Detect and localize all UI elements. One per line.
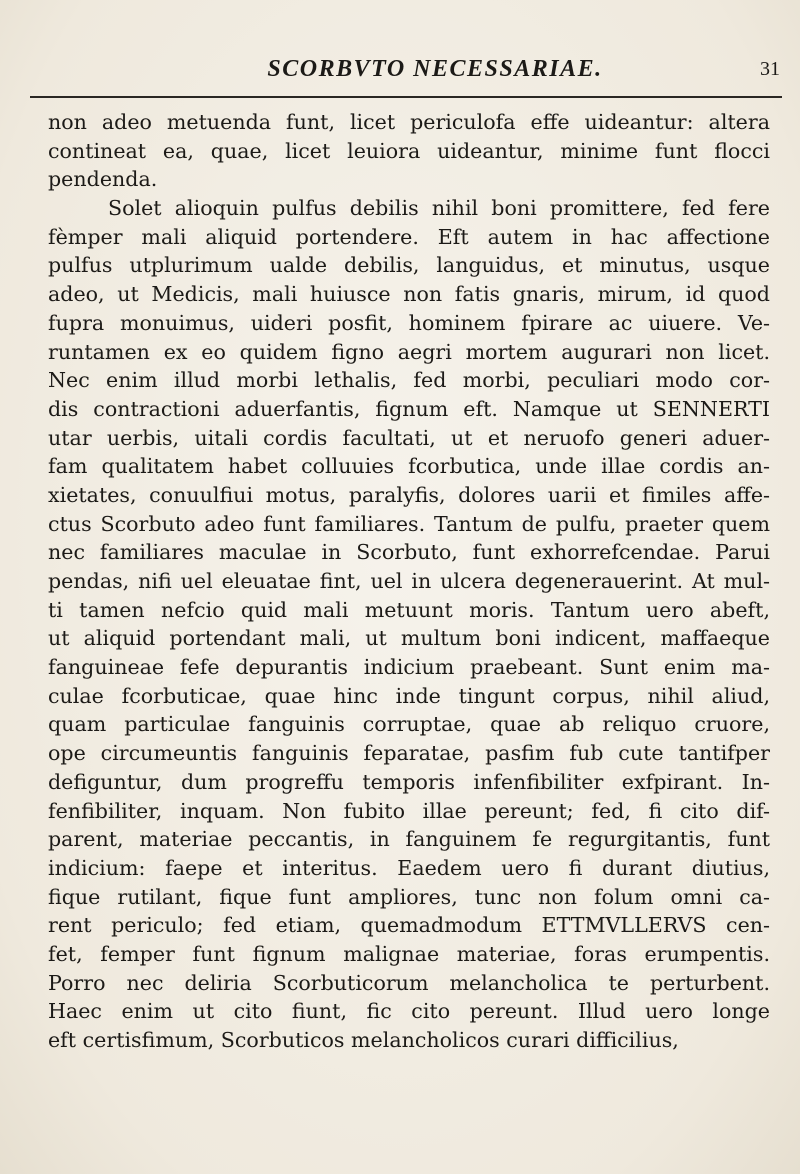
text-line: utar uerbis, uitali cordis facultati, ut et neruofo generi aduer- [48,425,770,450]
text-line: defiguntur, dum progreffu temporis infenfibiliter exfpirant. In- [48,769,770,794]
text-line: Haec enim ut cito fiunt, fic cito pereunt. Illud uero longe [48,999,770,1024]
text-line: Nec enim illud morbi lethalis, fed morbi, peculiari modo cor- [48,368,770,393]
text-line: culae fcorbuticae, quae hinc inde tingunt corpus, nihil aliud, [48,683,770,708]
text-line: pendenda. [48,167,158,192]
text-line: quam particulae fanguinis corruptae, quae ab reliquo cruore, [48,712,770,737]
text-line: fam qualitatem habet colluuies fcorbutica, unde illae cordis an- [48,454,770,479]
running-title: SCORBVTO NECESSARIAE. [267,56,603,82]
text-line: ope circumeuntis fanguinis feparatae, pasfim fub cute tantifper [48,741,770,766]
text-line: pendas, nifi uel eleuatae fint, uel in ulcera degenerauerint. At mul- [48,569,770,593]
text-line: runtamen ex eo quidem figno aegri mortem augurari non licet. [48,339,770,364]
text-line: fet, femper funt fignum malignae materiae, foras erumpentis. [48,941,770,966]
text-line: fanguineae fefe depurantis indicium praebeant. Sunt enim ma- [48,655,770,680]
text-line: Solet alioquin pulfus debilis nihil boni promittere, fed fere [108,196,770,221]
text-line: contineat ea, quae, licet leuiora uideantur, minime funt flocci [48,138,770,163]
header-rule [30,96,782,98]
text-line: rent periculo; fed etiam, quemadmodum ETTMVLLERVS cen- [48,913,770,938]
text-line: nec familiares maculae in Scorbuto, funt exhorrefcendae. Parui [48,540,770,565]
page-number: 31 [760,58,780,80]
text-line: fenfibiliter, inquam. Non fubito illae pereunt; fed, fi cito dif- [48,798,770,823]
text-line: ut aliquid portendant mali, ut multum boni indicent, maffaeque [48,626,770,651]
text-line: fèmper mali aliquid portendere. Eft autem in hac affectione [48,224,770,249]
text-line: xietates, conuulfiui motus, paralyfis, dolores uarii et fimiles affe- [48,482,770,507]
text-line: fique rutilant, fique funt ampliores, tunc non folum omni ca- [48,884,770,909]
text-line: non adeo metuenda funt, licet periculofa effe uideantur: altera [48,110,770,134]
body-text [48,108,770,1055]
text-line: Porro nec deliria Scorbuticorum melancholica te perturbent. [48,970,770,995]
text-line: ctus Scorbuto adeo funt familiares. Tantum de pulfu, praeter quem [48,511,770,536]
text-line: parent, materiae peccantis, in fanguinem fe regurgitantis, funt [48,827,770,852]
text-line: fupra monuimus, uideri posfit, hominem fpirare ac uiuere. Ve- [48,310,770,335]
page-header [60,56,780,90]
text-line: ti tamen nefcio quid mali metuunt moris. Tantum uero abeft, [48,597,770,622]
text-line: dis contractioni aduerfantis, fignum eft. Namque ut SENNERTI [48,396,770,421]
text-line: adeo, ut Medicis, mali huiusce non fatis gnaris, mirum, id quod [48,282,770,307]
text-line: indicium: faepe et interitus. Eaedem uero fi durant diutius, [48,855,770,880]
text-line: eft certisfimum, Scorbuticos melancholicos curari difficilius, [48,1028,679,1052]
text-line: pulfus utplurimum ualde debilis, languidus, et minutus, usque [48,253,770,278]
